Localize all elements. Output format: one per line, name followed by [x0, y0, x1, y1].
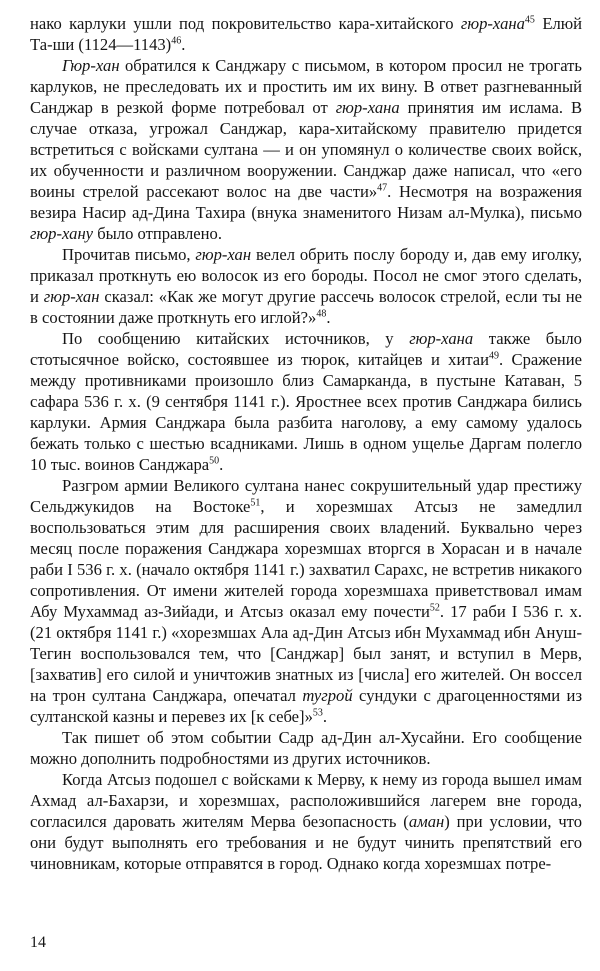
text-run: .: [322, 707, 328, 726]
text-run: Прочитав письмо,: [62, 245, 196, 264]
text-run: . Несмотря на возражения везира Насир ад-Дина Тахира (внука знаменитого Низам ал-Мулка), письмо: [30, 182, 582, 222]
footnote-ref: 46: [171, 35, 182, 47]
text-run: . Сражение между противниками произошло близ Самарканда, в пустыне Катаван, 5 сафара 536 г. х. (9 сентября 1141 г.). Яростнее всех против Санджара бились карлуки. Армия Санджара была разбита наголову, а ему самому удалось бежать только с шестью всадниками. Лишь в одном ущелье Даргам полегло 10 тыс. воинов Санджара: [30, 350, 582, 474]
paragraph: [30, 244, 582, 328]
italic-term: гюр-хана: [335, 98, 400, 117]
footnote-ref: 50: [209, 455, 220, 467]
text-run: ) при условии, что они будут выполнять его требования и не будут чинить препятствий его чиновникам, которые отправятся в город. Однако когда хорезмшах потре-: [30, 812, 583, 873]
paragraph: [30, 769, 582, 874]
text-run: По сообщению китайских источников, у: [62, 329, 410, 348]
paragraph: [30, 475, 582, 727]
text-run: .: [326, 308, 331, 327]
paragraph: [30, 13, 582, 55]
text-run: Так пишет об этом событии Садр ад-Дин ал-Хусайни. Его сообщение можно дополнить подробностями из других источников.: [30, 728, 582, 768]
text-run: .: [181, 35, 186, 54]
footnote-ref: 45: [524, 14, 535, 26]
footnote-ref: 47: [377, 182, 388, 194]
text-run: сундуки с драгоценностями из султанской казны и перевез их [к себе]»: [30, 686, 582, 726]
italic-term: гюр-хан: [43, 287, 100, 306]
text-run: было отправлено.: [93, 224, 222, 243]
text-run: обратился к Санджару с письмом, в котором просил не трогать карлуков, не преследовать их и простить им их вину. В ответ разгневанный Санджар в резкой форме потребовал от: [30, 56, 582, 117]
text-run: также было стотысячное войско, состоявшее из тюрок, китайцев и хитаи: [30, 329, 582, 369]
text-run: , и хорезмшах Атсыз не замедлил воспользоваться этим для расширения своих владений. Буквально через месяц после поражения Санджара хорезмшах вторгся в Хорасан и в начале раби I 536 г. х. (начало октября 1141 г.) захватил Сарахс, не встретив никакого сопротивления. От имени жителей города хорезмшаха приветствовал имам Абу Мухаммад аз-Зийади, и Атсыз оказал ему почести: [30, 497, 583, 621]
text-run: принятия им ислама. В случае отказа, угрожал Санджар, кара-хитайскому правителю придется встретиться с войсками султана — и он упомянул о количестве своих войск, их обученности и различном вооружении. Санджар даже написал, что «его воины стрелой рассекают волос на две части»: [30, 98, 583, 201]
italic-term: аман: [408, 812, 445, 831]
footnote-ref: 51: [250, 497, 261, 509]
text-run: сказал: «Как же могут другие рассечь волосок стрелой, если ты не в состоянии даже проткнуть его иглой?»: [30, 287, 582, 327]
page-number: 14: [30, 934, 46, 951]
italic-term: гюр-хана: [409, 329, 474, 348]
text-body: [30, 13, 582, 874]
italic-term: Гюр-хан: [62, 56, 120, 75]
footnote-ref: 48: [316, 308, 327, 320]
italic-term: гюр-хан: [195, 245, 252, 264]
paragraph: [30, 328, 582, 475]
paragraph: [30, 727, 582, 769]
italic-term: тугрой: [302, 686, 353, 705]
text-run: Елюй Та-ши (1124—1143): [30, 14, 583, 54]
italic-term: гюр-хану: [30, 224, 94, 243]
text-run: .: [219, 455, 224, 474]
text-run: Когда Атсыз подошел с войсками к Мерву, к нему из города вышел имам Ахмад ал-Бахарзи, и хорезмшах, расположившийся лагерем вне города, согласился даровать жителям Мерва безопасность (: [30, 770, 582, 831]
footnote-ref: 53: [312, 707, 323, 719]
text-run: нако карлуки ушли под покровительство кара-хитайского: [30, 14, 461, 33]
footnote-ref: 52: [429, 602, 440, 614]
paragraph: [30, 55, 582, 244]
text-run: . 17 раби I 536 г. х. (21 октября 1141 г.) «хорезмшах Ала ад-Дин Атсыз ибн Мухаммад ибн Ануш-Тегин воспользовался тем, что [Санджар] был занят, и вступил в Мерв, [захватив] его силой и уничтожив знатных из [числа] его жителей. Он воссел на трон султана Санджара, опечатал: [30, 602, 582, 705]
text-run: Разгром армии Великого султана нанес сокрушительный удар престижу Сельджукидов на Востоке: [30, 476, 582, 516]
footnote-ref: 49: [489, 350, 500, 362]
italic-term: гюр-хана: [460, 14, 525, 33]
text-run: велел обрить послу бороду и, дав ему иголку, приказал проткнуть ею волосок из его бороды. Посол не смог этого сделать, и: [30, 245, 582, 306]
